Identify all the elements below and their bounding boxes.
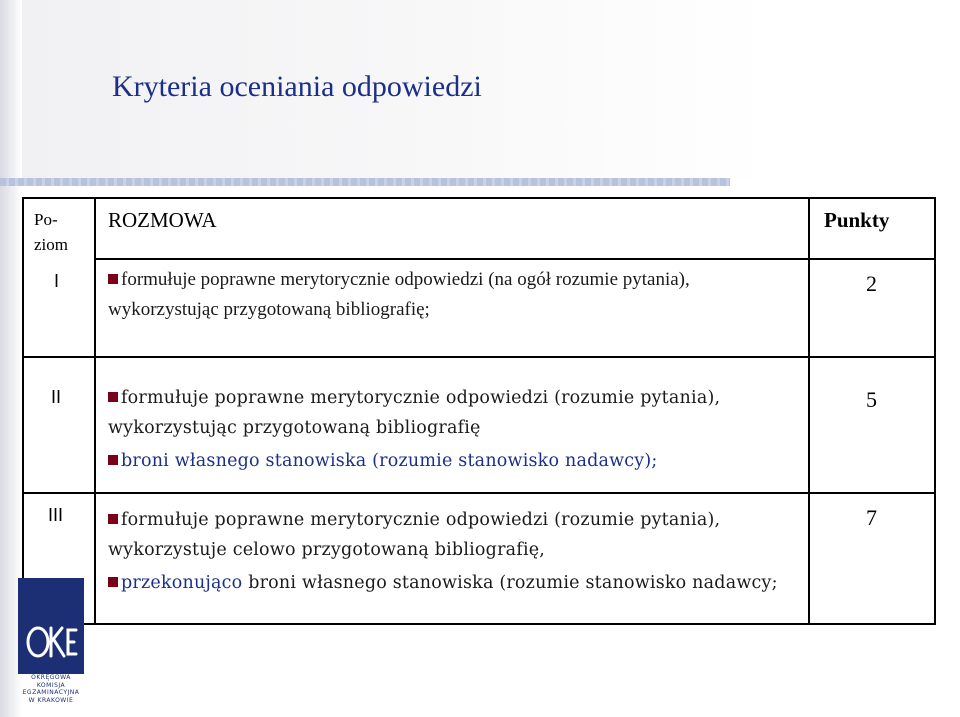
logo-mark-icon (18, 578, 84, 674)
header-divider (94, 258, 934, 260)
bullet-icon (108, 514, 118, 524)
column-divider (808, 199, 810, 623)
row-criteria: formułuje poprawne merytorycznie odpowiedzi (rozumie pytania), wykorzystując przygotowaną bibliografię broni własnego stanowiska (rozumie stanowisko nadawcy); (108, 388, 721, 471)
row-level: II (51, 387, 62, 407)
page-title: Kryteria oceniania odpowiedzi (112, 70, 482, 103)
row-criteria: formułuje poprawne merytorycznie odpowiedzi (rozumie pytania), wykorzystuje celowo przygotowaną bibliografię, przekonująco broni własnego stanowiska (rozumie stanowisko nadawcy; (108, 510, 778, 593)
logo-mark (18, 578, 84, 674)
row-criteria: formułuje poprawne merytorycznie odpowiedzi (na ogół rozumie pytania), wykorzystując przygotowaną bibliografię; (108, 269, 690, 320)
row-divider (24, 356, 934, 358)
header-points: Punkty (824, 208, 890, 232)
row-level: I (54, 271, 60, 291)
header-level: Po- ziom (34, 210, 68, 254)
bullet-icon (108, 274, 118, 284)
header-topic: ROZMOWA (108, 208, 217, 232)
row-divider (24, 492, 934, 494)
column-divider (94, 199, 96, 623)
row-points: 7 (866, 505, 877, 530)
bullet-icon (108, 455, 118, 465)
bullet-icon (108, 577, 118, 587)
row-level: III (48, 505, 64, 525)
row-points: 2 (866, 271, 877, 296)
oke-logo (18, 578, 84, 704)
title-divider (0, 178, 730, 186)
logo-caption: OKRĘGOWA KOMISJA EGZAMINACYJNA W KRAKOWIE (22, 674, 80, 704)
criteria-table (22, 197, 936, 625)
row-points: 5 (866, 387, 877, 412)
bullet-icon (108, 392, 118, 402)
